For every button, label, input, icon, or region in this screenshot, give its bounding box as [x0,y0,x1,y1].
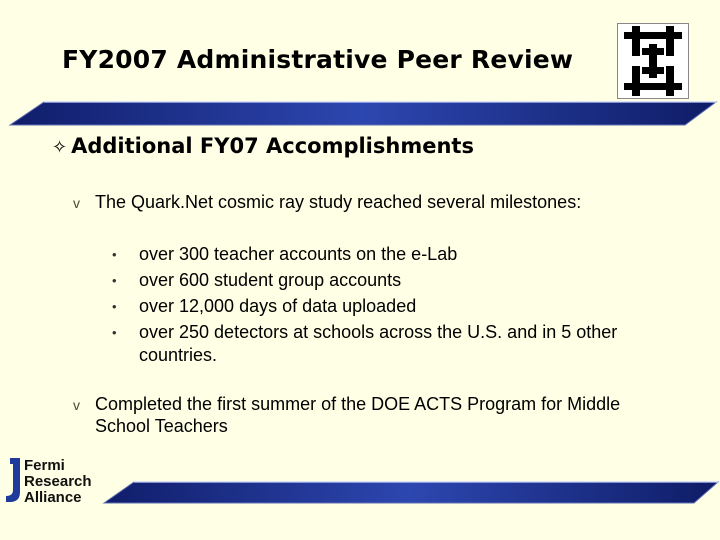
list-item: v The Quark.Net cosmic ray study reached several milestones: [73,192,582,212]
list-item: v Completed the first summer of the DOE ACTS Program for Middle School Teachers [73,394,621,436]
check-bullet-icon: v [73,397,80,413]
dot-bullet-icon: • [112,247,117,262]
sub-list-item: • over 600 student group accounts [112,270,402,290]
dot-bullet-icon: • [112,325,117,340]
logo-line-alliance: Alliance [24,489,82,506]
section-heading: ✧ Additional FY07 Accomplishments [52,134,474,158]
logo-line-fermi: Fermi [24,457,65,474]
logo-line-research: Research [24,473,92,490]
footer-divider-band [0,478,720,508]
dot-bullet-icon: • [112,299,117,314]
sparkle-icon: ✧ [52,137,68,158]
sub-list-item: • over 250 detectors at schools across the U.S. and in 5 other countries. [112,322,618,365]
fermilab-logo-icon [617,23,689,99]
sub-list-item: • over 12,000 days of data uploaded [112,296,417,316]
header-divider-band [0,99,720,129]
check-bullet-icon: v [73,195,80,211]
dot-bullet-icon: • [112,273,117,288]
sub-list-item: • over 300 teacher accounts on the e-Lab [112,244,458,264]
slide-title: FY2007 Administrative Peer Review [62,45,574,74]
